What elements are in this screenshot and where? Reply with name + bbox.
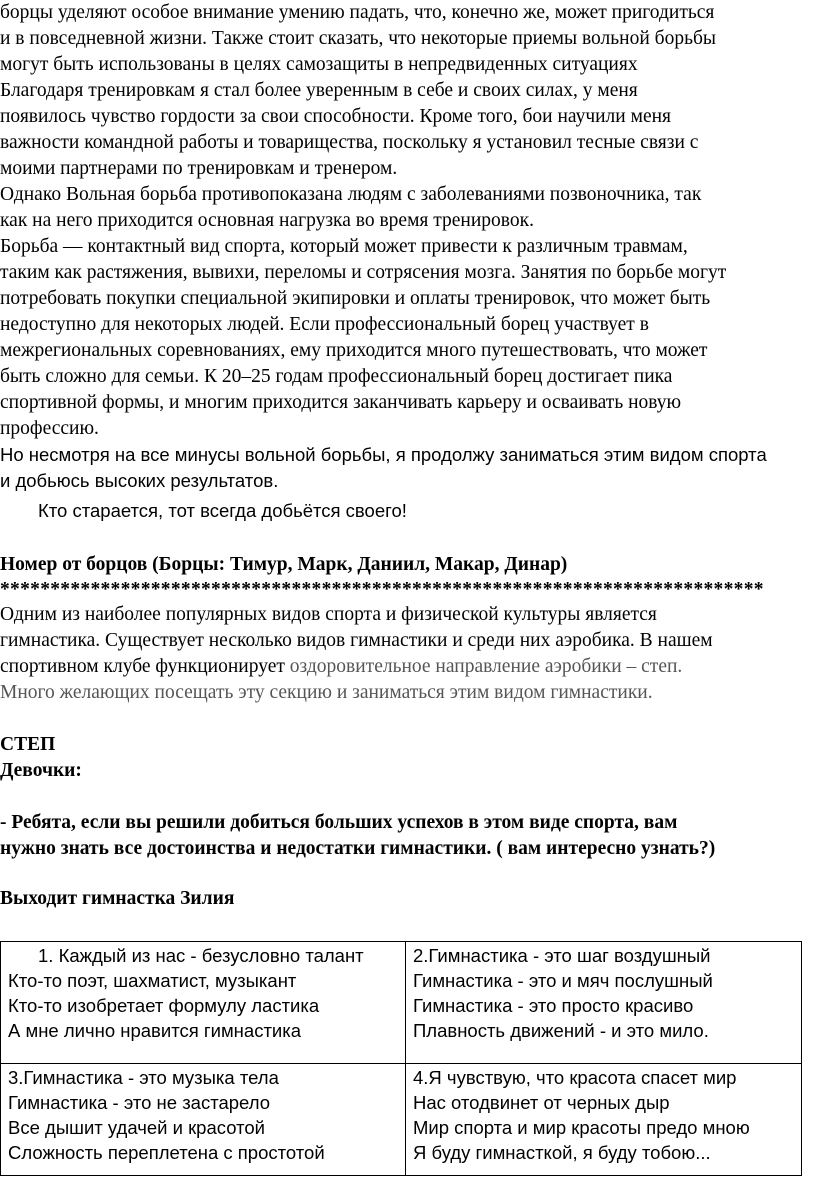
text-line: борцы уделяют особое внимание умению падать, что, конечно же, может пригодиться — [0, 2, 715, 23]
text-line: таким как растяжения, вывихи, переломы и сотрясения мозга. Занятия по борьбе могут — [0, 262, 727, 283]
poem-line: 3.Гимнастика - это музыка тела — [8, 1067, 279, 1088]
gymnastics-intro-line: Много желающих посещать эту секцию и заниматься этим видом гимнастики. — [0, 682, 653, 703]
conclusion-line: и добьюсь высоких результатов. — [0, 470, 279, 491]
text-line: Борьба — контактный вид спорта, который может привести к различным травмам, — [0, 236, 688, 257]
text-line: быть сложно для семьи. К 20–25 годам профессиональный борец достигает пика — [0, 366, 673, 387]
poem-line: Кто-то поэт, шахматист, музыкант — [8, 970, 297, 991]
poem-line: Нас отодвинет от черных дыр — [413, 1092, 670, 1113]
poem-line: Кто-то изобретает формулу ластика — [8, 995, 320, 1016]
poem-line: А мне лично нравится гимнастика — [8, 1020, 302, 1041]
motto: Кто старается, тот всегда добьётся своего! — [38, 500, 407, 521]
poem-line: Все дышит удачей и красотой — [8, 1117, 265, 1138]
text-line: недоступно для некоторых людей. Если профессиональный борец участвует в — [0, 314, 649, 335]
gymnast-heading: Выходит гимнастка Зилия — [0, 888, 235, 909]
poem-line: Мир спорта и мир красоты предо мною — [413, 1117, 750, 1138]
poem-line: Гимнастика - это и мяч послушный — [413, 970, 713, 991]
poem-line: Плавность движений - и это мило. — [413, 1020, 709, 1041]
question-line: нужно знать все достоинства и недостатки гимнастики. ( вам интересно узнать?) — [0, 838, 716, 859]
text-line: и в повседневной жизни. Также стоит сказать, что некоторые приемы вольной борьбы — [0, 28, 716, 49]
poem-cell-3 — [1, 1064, 406, 1176]
poem-row — [1, 1064, 802, 1176]
gymnastics-intro-line: Одним из наиболее популярных видов спорта и физической культуры является — [0, 604, 657, 625]
text-line: как на него приходится основная нагрузка во время тренировок. — [0, 210, 534, 231]
poem-line: Сложность переплетена с простотой — [8, 1142, 325, 1163]
gymnastics-intro-line — [0, 654, 808, 680]
essay-body — [0, 0, 808, 524]
poem-cell-4 — [406, 1064, 802, 1176]
poem-line: Я буду гимнасткой, я буду тобою... — [413, 1142, 711, 1163]
conclusion-line: Но несмотря на все минусы вольной борьбы, я продолжу заниматься этим видом спорта — [0, 444, 767, 465]
text-line: важности командной работы и товарищества, поскольку я установил тесные связи с — [0, 132, 699, 153]
text-line: потребовать покупки специальной экипировки и оплаты тренировок, что может быть — [0, 288, 711, 309]
text-line: Однако Вольная борьба противопоказана людям с заболеваниями позвоночника, так — [0, 184, 702, 205]
stars-divider: **************************************************************************** — [0, 579, 764, 600]
text-line: появилось чувство гордости за свои способности. Кроме того, бои научили меня — [0, 106, 671, 127]
poem-line: 2.Гимнастика - это шаг воздушный — [413, 945, 711, 966]
poem-table — [0, 941, 802, 1176]
text-line: спортивной формы, и многим приходится заканчивать карьеру и осваивать новую — [0, 392, 682, 413]
intro-text: спортивном клубе функционирует — [0, 656, 290, 677]
poem-row — [1, 942, 802, 1064]
poem-line: Гимнастика - это просто красиво — [413, 995, 694, 1016]
poem-line: 1. Каждый из нас - безусловно талант — [38, 945, 364, 966]
text-line: профессию. — [0, 418, 99, 439]
intro-text-highlight: оздоровительное направление аэробики – степ. — [289, 656, 683, 677]
question-line: - Ребята, если вы решили добиться больших успехов в этом виде спорта, вам — [0, 812, 678, 833]
wrestlers-heading: Номер от борцов (Борцы: Тимур, Марк, Даниил, Макар, Динар) — [0, 554, 568, 575]
text-line: могут быть использованы в целях самозащиты в непредвиденных ситуациях — [0, 54, 638, 75]
gymnastics-intro-line: гимнастика. Существует несколько видов гимнастики и среди них аэробика. В нашем — [0, 630, 713, 651]
poem-line: Гимнастика - это не застарело — [8, 1092, 271, 1113]
girls-heading: Девочки: — [0, 760, 82, 781]
text-line: моими партнерами по тренировкам и тренером. — [0, 158, 398, 179]
poem-cell-2 — [406, 942, 802, 1064]
text-line: Благодаря тренировкам я стал более уверенным в себе и своих силах, у меня — [0, 80, 638, 101]
text-line: межрегиональных соревнованиях, ему приходится много путешествовать, что может — [0, 340, 708, 361]
poem-cell-1 — [1, 942, 406, 1064]
step-heading: СТЕП — [0, 734, 56, 755]
poem-line: 4.Я чувствую, что красота спасет мир — [413, 1067, 737, 1088]
